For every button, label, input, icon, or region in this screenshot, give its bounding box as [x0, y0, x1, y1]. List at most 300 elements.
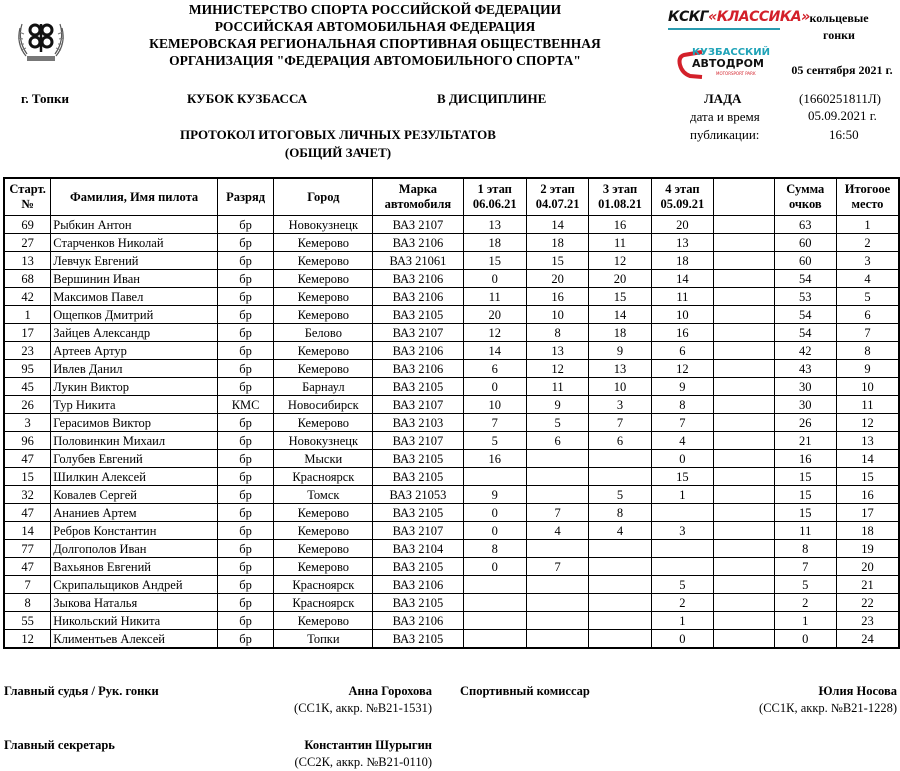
table-row: [4, 630, 899, 649]
col-stage-2: 2 этап 04.07.21: [526, 178, 588, 216]
start-no-cell: 47: [4, 504, 51, 522]
stage-3-points: 13: [589, 360, 651, 378]
points-sum-cell: 15: [774, 486, 836, 504]
stage-4-points: 14: [651, 270, 713, 288]
rank-cell: бр: [217, 234, 273, 252]
points-sum-cell: 42: [774, 342, 836, 360]
org-line-kemerovo: КЕМЕРОВСКАЯ РЕГИОНАЛЬНАЯ СПОРТИВНАЯ ОБЩЕСТВЕННАЯ: [149, 36, 601, 51]
table-row: [4, 396, 899, 414]
rank-cell: бр: [217, 216, 273, 234]
pilot-name-cell: Ребров Константин: [51, 522, 218, 540]
empty-cell: [714, 342, 775, 360]
stage-3-points: [589, 468, 651, 486]
rank-cell: бр: [217, 324, 273, 342]
stage-2-points: 4: [526, 522, 588, 540]
empty-cell: [714, 630, 775, 649]
stage-1-points: 6: [463, 360, 526, 378]
final-place-cell: 20: [836, 558, 899, 576]
car-cell: ВАЗ 2106: [373, 234, 463, 252]
empty-cell: [714, 306, 775, 324]
empty-cell: [714, 324, 775, 342]
publish-label-2: публикации:: [690, 127, 760, 142]
city-cell: Красноярск: [274, 468, 373, 486]
empty-cell: [714, 414, 775, 432]
car-cell: ВАЗ 2105: [373, 558, 463, 576]
pilot-name-cell: Зыкова Наталья: [51, 594, 218, 612]
stage-4-points: 3: [651, 522, 713, 540]
start-no-cell: 3: [4, 414, 51, 432]
city-cell: Кемерово: [274, 288, 373, 306]
pilot-name-cell: Старченков Николай: [51, 234, 218, 252]
start-no-cell: 55: [4, 612, 51, 630]
points-sum-cell: 11: [774, 522, 836, 540]
final-place-cell: 15: [836, 468, 899, 486]
stage-4-points: 20: [651, 216, 713, 234]
stage-2-points: 14: [526, 216, 588, 234]
car-cell: ВАЗ 2103: [373, 414, 463, 432]
final-place-cell: 1: [836, 216, 899, 234]
empty-cell: [714, 558, 775, 576]
pilot-name-cell: Климентьев Алексей: [51, 630, 218, 649]
org-line-ministry: МИНИСТЕРСТВО СПОРТА РОССИЙСКОЙ ФЕДЕРАЦИИ: [188, 2, 562, 17]
stage-1-points: [463, 468, 526, 486]
col-pilot-name: Фамилия, Имя пилота: [51, 178, 218, 216]
pilot-name-cell: Шилкин Алексей: [51, 468, 218, 486]
pilot-name-cell: Никольский Никита: [51, 612, 218, 630]
stage-2-points: 7: [526, 504, 588, 522]
points-sum-cell: 0: [774, 630, 836, 649]
pilot-name-cell: Ивлев Данил: [51, 360, 218, 378]
pilot-name-cell: Левчук Евгений: [51, 252, 218, 270]
city-cell: Кемерово: [274, 558, 373, 576]
stage-1-points: [463, 576, 526, 594]
discipline-name: ЛАДА: [704, 91, 742, 106]
empty-cell: [714, 234, 775, 252]
city-cell: Красноярск: [274, 594, 373, 612]
stage-2-points: [526, 612, 588, 630]
points-sum-cell: 54: [774, 324, 836, 342]
car-cell: ВАЗ 2107: [373, 432, 463, 450]
stage-3-points: [589, 576, 651, 594]
rank-cell: бр: [217, 378, 273, 396]
car-cell: ВАЗ 2105: [373, 630, 463, 649]
stage-3-points: 12: [589, 252, 651, 270]
chief-judge-credential: (СС1К, аккр. №В21-1531): [294, 701, 432, 715]
empty-cell: [714, 486, 775, 504]
table-row: [4, 342, 899, 360]
commissioner-name: Юлия Носова: [818, 684, 897, 698]
col-stage-4: 4 этап 05.09.21: [651, 178, 713, 216]
stage-1-points: 10: [463, 396, 526, 414]
points-sum-cell: 15: [774, 468, 836, 486]
pilot-name-cell: Лукин Виктор: [51, 378, 218, 396]
table-row: [4, 522, 899, 540]
final-place-cell: 18: [836, 522, 899, 540]
start-no-cell: 14: [4, 522, 51, 540]
pilot-name-cell: Тур Никита: [51, 396, 218, 414]
table-row: [4, 306, 899, 324]
rank-cell: бр: [217, 558, 273, 576]
car-cell: ВАЗ 2107: [373, 216, 463, 234]
car-cell: ВАЗ 2105: [373, 468, 463, 486]
stage-4-points: 7: [651, 414, 713, 432]
stage-3-points: [589, 594, 651, 612]
stage-1-points: 5: [463, 432, 526, 450]
final-place-cell: 2: [836, 234, 899, 252]
stage-4-points: 1: [651, 612, 713, 630]
stage-1-points: 0: [463, 270, 526, 288]
stage-4-points: 4: [651, 432, 713, 450]
rank-cell: бр: [217, 450, 273, 468]
stage-1-points: 18: [463, 234, 526, 252]
car-cell: ВАЗ 2105: [373, 450, 463, 468]
pilot-name-cell: Скрипальщиков Андрей: [51, 576, 218, 594]
start-no-cell: 96: [4, 432, 51, 450]
start-no-cell: 1: [4, 306, 51, 324]
rank-cell: бр: [217, 504, 273, 522]
car-cell: ВАЗ 2106: [373, 576, 463, 594]
table-row: [4, 324, 899, 342]
stage-3-points: 6: [589, 432, 651, 450]
publish-date: 05.09.2021 г.: [808, 108, 877, 123]
points-sum-cell: 60: [774, 252, 836, 270]
stage-1-points: 0: [463, 558, 526, 576]
table-row: [4, 252, 899, 270]
final-place-cell: 19: [836, 540, 899, 558]
stage-2-points: [526, 450, 588, 468]
chief-judge-name: Анна Горохова: [348, 684, 432, 698]
pilot-name-cell: Половинкин Михаил: [51, 432, 218, 450]
table-row: [4, 414, 899, 432]
city-cell: Кемерово: [274, 270, 373, 288]
empty-cell: [714, 432, 775, 450]
stage-2-points: 12: [526, 360, 588, 378]
car-cell: ВАЗ 2107: [373, 324, 463, 342]
stage-1-points: 14: [463, 342, 526, 360]
stage-1-points: 7: [463, 414, 526, 432]
points-sum-cell: 5: [774, 576, 836, 594]
pilot-name-cell: Вахьянов Евгений: [51, 558, 218, 576]
start-no-cell: 68: [4, 270, 51, 288]
start-no-cell: 69: [4, 216, 51, 234]
start-no-cell: 13: [4, 252, 51, 270]
city-cell: Топки: [274, 630, 373, 649]
rank-cell: бр: [217, 612, 273, 630]
stage-3-points: 18: [589, 324, 651, 342]
rank-cell: бр: [217, 540, 273, 558]
stage-1-points: 12: [463, 324, 526, 342]
car-cell: ВАЗ 2105: [373, 306, 463, 324]
final-place-cell: 17: [836, 504, 899, 522]
stage-2-points: [526, 594, 588, 612]
stage-4-points: 2: [651, 594, 713, 612]
empty-cell: [714, 576, 775, 594]
city-cell: Белово: [274, 324, 373, 342]
car-cell: ВАЗ 2106: [373, 612, 463, 630]
stage-1-points: [463, 612, 526, 630]
rank-cell: бр: [217, 486, 273, 504]
start-no-cell: 15: [4, 468, 51, 486]
rank-cell: бр: [217, 270, 273, 288]
commissioner-role: Спортивный комиссар: [460, 684, 590, 698]
city-label: г. Топки: [21, 91, 69, 106]
discipline-code: (1660251811Л): [799, 91, 881, 106]
start-no-cell: 8: [4, 594, 51, 612]
car-cell: ВАЗ 2107: [373, 522, 463, 540]
empty-cell: [714, 252, 775, 270]
pilot-name-cell: Артеев Артур: [51, 342, 218, 360]
stage-3-points: 11: [589, 234, 651, 252]
empty-cell: [714, 270, 775, 288]
col-car: Марка автомобиля: [373, 178, 463, 216]
stage-3-points: 7: [589, 414, 651, 432]
car-cell: ВАЗ 21053: [373, 486, 463, 504]
table-row: [4, 594, 899, 612]
start-no-cell: 77: [4, 540, 51, 558]
city-cell: Кемерово: [274, 504, 373, 522]
start-no-cell: 27: [4, 234, 51, 252]
final-place-cell: 12: [836, 414, 899, 432]
stage-1-points: 0: [463, 522, 526, 540]
event-type-line1: кольцевые: [809, 11, 869, 25]
start-no-cell: 17: [4, 324, 51, 342]
results-table: [3, 177, 900, 649]
start-no-cell: 7: [4, 576, 51, 594]
city-cell: Новосибирск: [274, 396, 373, 414]
stage-3-points: 15: [589, 288, 651, 306]
final-place-cell: 11: [836, 396, 899, 414]
final-place-cell: 9: [836, 360, 899, 378]
final-place-cell: 10: [836, 378, 899, 396]
points-sum-cell: 1: [774, 612, 836, 630]
points-sum-cell: 21: [774, 432, 836, 450]
empty-cell: [714, 450, 775, 468]
rank-cell: бр: [217, 594, 273, 612]
empty-cell: [714, 594, 775, 612]
points-sum-cell: 54: [774, 270, 836, 288]
table-row: [4, 270, 899, 288]
empty-cell: [714, 612, 775, 630]
stage-1-points: [463, 594, 526, 612]
stage-3-points: 20: [589, 270, 651, 288]
stage-2-points: 5: [526, 414, 588, 432]
stage-4-points: [651, 558, 713, 576]
car-cell: ВАЗ 2106: [373, 288, 463, 306]
stage-3-points: [589, 450, 651, 468]
rank-cell: бр: [217, 414, 273, 432]
points-sum-cell: 7: [774, 558, 836, 576]
stage-4-points: 11: [651, 288, 713, 306]
final-place-cell: 21: [836, 576, 899, 594]
stage-2-points: 13: [526, 342, 588, 360]
stage-1-points: 8: [463, 540, 526, 558]
final-place-cell: 24: [836, 630, 899, 649]
org-line-raf: РОССИЙСКАЯ АВТОМОБИЛЬНАЯ ФЕДЕРАЦИЯ: [214, 19, 536, 34]
pilot-name-cell: Рыбкин Антон: [51, 216, 218, 234]
event-date: 05 сентября 2021 г.: [791, 63, 893, 77]
pilot-name-cell: Герасимов Виктор: [51, 414, 218, 432]
table-header-row: [4, 178, 899, 216]
stage-2-points: 16: [526, 288, 588, 306]
stage-3-points: 4: [589, 522, 651, 540]
stage-1-points: 13: [463, 216, 526, 234]
points-sum-cell: 43: [774, 360, 836, 378]
stage-2-points: 6: [526, 432, 588, 450]
publish-label-1: дата и время: [690, 109, 760, 124]
table-row: [4, 504, 899, 522]
empty-cell: [714, 540, 775, 558]
stage-3-points: [589, 630, 651, 649]
start-no-cell: 32: [4, 486, 51, 504]
pilot-name-cell: Ананиев Артем: [51, 504, 218, 522]
stage-1-points: 16: [463, 450, 526, 468]
stage-4-points: 6: [651, 342, 713, 360]
col-stage-1: 1 этап 06.06.21: [463, 178, 526, 216]
start-no-cell: 12: [4, 630, 51, 649]
rank-cell: бр: [217, 630, 273, 649]
pilot-name-cell: Максимов Павел: [51, 288, 218, 306]
chief-judge-role: Главный судья / Рук. гонки: [4, 684, 159, 698]
car-cell: ВАЗ 2105: [373, 594, 463, 612]
commissioner-credential: (СС1К, аккр. №В21-1228): [759, 701, 897, 715]
stage-2-points: 18: [526, 234, 588, 252]
table-row: [4, 468, 899, 486]
stage-1-points: 15: [463, 252, 526, 270]
stage-4-points: [651, 540, 713, 558]
stage-4-points: 12: [651, 360, 713, 378]
empty-cell: [714, 360, 775, 378]
table-row: [4, 450, 899, 468]
final-place-cell: 3: [836, 252, 899, 270]
stage-3-points: 3: [589, 396, 651, 414]
pilot-name-cell: Голубев Евгений: [51, 450, 218, 468]
col-empty: [714, 178, 775, 216]
stage-4-points: 5: [651, 576, 713, 594]
stage-3-points: 10: [589, 378, 651, 396]
stage-2-points: 10: [526, 306, 588, 324]
city-cell: Кемерово: [274, 414, 373, 432]
stage-1-points: 0: [463, 504, 526, 522]
stage-2-points: 15: [526, 252, 588, 270]
avtodrom-logo-line2: АВТОДРОМ: [692, 57, 764, 70]
final-place-cell: 4: [836, 270, 899, 288]
rank-cell: КМС: [217, 396, 273, 414]
car-cell: ВАЗ 2104: [373, 540, 463, 558]
col-rank: Разряд: [217, 178, 273, 216]
secretary-name: Константин Шурыгин: [304, 738, 432, 752]
pilot-name-cell: Зайцев Александр: [51, 324, 218, 342]
stage-3-points: 14: [589, 306, 651, 324]
pilot-name-cell: Ощепков Дмитрий: [51, 306, 218, 324]
city-cell: Барнаул: [274, 378, 373, 396]
city-cell: Кемерово: [274, 252, 373, 270]
rank-cell: бр: [217, 432, 273, 450]
avtodrom-logo-line3: MOTORSPORT PARK: [716, 71, 756, 76]
stage-3-points: 9: [589, 342, 651, 360]
empty-cell: [714, 216, 775, 234]
protocol-subtitle: (ОБЩИЙ ЗАЧЕТ): [284, 145, 392, 160]
stage-3-points: [589, 540, 651, 558]
points-sum-cell: 8: [774, 540, 836, 558]
stage-3-points: [589, 558, 651, 576]
final-place-cell: 6: [836, 306, 899, 324]
car-cell: ВАЗ 2106: [373, 360, 463, 378]
table-row: [4, 612, 899, 630]
city-cell: Новокузнецк: [274, 432, 373, 450]
table-row: [4, 378, 899, 396]
empty-cell: [714, 522, 775, 540]
city-cell: Томск: [274, 486, 373, 504]
points-sum-cell: 60: [774, 234, 836, 252]
points-sum-cell: 30: [774, 396, 836, 414]
stage-4-points: 16: [651, 324, 713, 342]
stage-4-points: 9: [651, 378, 713, 396]
table-row: [4, 234, 899, 252]
publish-time: 16:50: [829, 127, 859, 142]
col-sum: Сумма очков: [774, 178, 836, 216]
stage-2-points: 7: [526, 558, 588, 576]
city-cell: Новокузнецк: [274, 216, 373, 234]
stage-2-points: [526, 576, 588, 594]
avtodrom-logo-line1: КУЗБАССКИЙ: [692, 47, 770, 58]
table-row: [4, 486, 899, 504]
start-no-cell: 47: [4, 450, 51, 468]
stage-2-points: 20: [526, 270, 588, 288]
car-cell: ВАЗ 2107: [373, 396, 463, 414]
final-place-cell: 14: [836, 450, 899, 468]
stage-2-points: [526, 540, 588, 558]
city-cell: Мыски: [274, 450, 373, 468]
stage-4-points: 18: [651, 252, 713, 270]
city-cell: Кемерово: [274, 522, 373, 540]
rank-cell: бр: [217, 576, 273, 594]
start-no-cell: 95: [4, 360, 51, 378]
points-sum-cell: 16: [774, 450, 836, 468]
car-cell: ВАЗ 2106: [373, 342, 463, 360]
stage-3-points: 16: [589, 216, 651, 234]
stage-1-points: 11: [463, 288, 526, 306]
pilot-name-cell: Ковалев Сергей: [51, 486, 218, 504]
rank-cell: бр: [217, 252, 273, 270]
stage-4-points: 0: [651, 630, 713, 649]
kuzbass-avtodrom-logo: [676, 47, 772, 81]
start-no-cell: 47: [4, 558, 51, 576]
secretary-credential: (СС2К, аккр. №В21-0110): [294, 755, 432, 769]
city-cell: Кемерово: [274, 234, 373, 252]
empty-cell: [714, 504, 775, 522]
col-start-no: Старт. №: [4, 178, 51, 216]
stage-1-points: 9: [463, 486, 526, 504]
city-cell: Кемерово: [274, 342, 373, 360]
car-cell: ВАЗ 2105: [373, 378, 463, 396]
start-no-cell: 42: [4, 288, 51, 306]
ksk-klassika-logo: КСКГ«КЛАССИКА»: [668, 7, 782, 33]
stage-2-points: 9: [526, 396, 588, 414]
points-sum-cell: 26: [774, 414, 836, 432]
rank-cell: бр: [217, 288, 273, 306]
protocol-title: ПРОТОКОЛ ИТОГОВЫХ ЛИЧНЫХ РЕЗУЛЬТАТОВ: [180, 127, 496, 142]
col-place: Итогоое место: [836, 178, 899, 216]
city-cell: Кемерово: [274, 540, 373, 558]
stage-3-points: [589, 612, 651, 630]
col-stage-3: 3 этап 01.08.21: [589, 178, 651, 216]
start-no-cell: 23: [4, 342, 51, 360]
stage-1-points: 0: [463, 378, 526, 396]
secretary-role: Главный секретарь: [4, 738, 115, 752]
final-place-cell: 23: [836, 612, 899, 630]
city-cell: Красноярск: [274, 576, 373, 594]
stage-4-points: [651, 504, 713, 522]
